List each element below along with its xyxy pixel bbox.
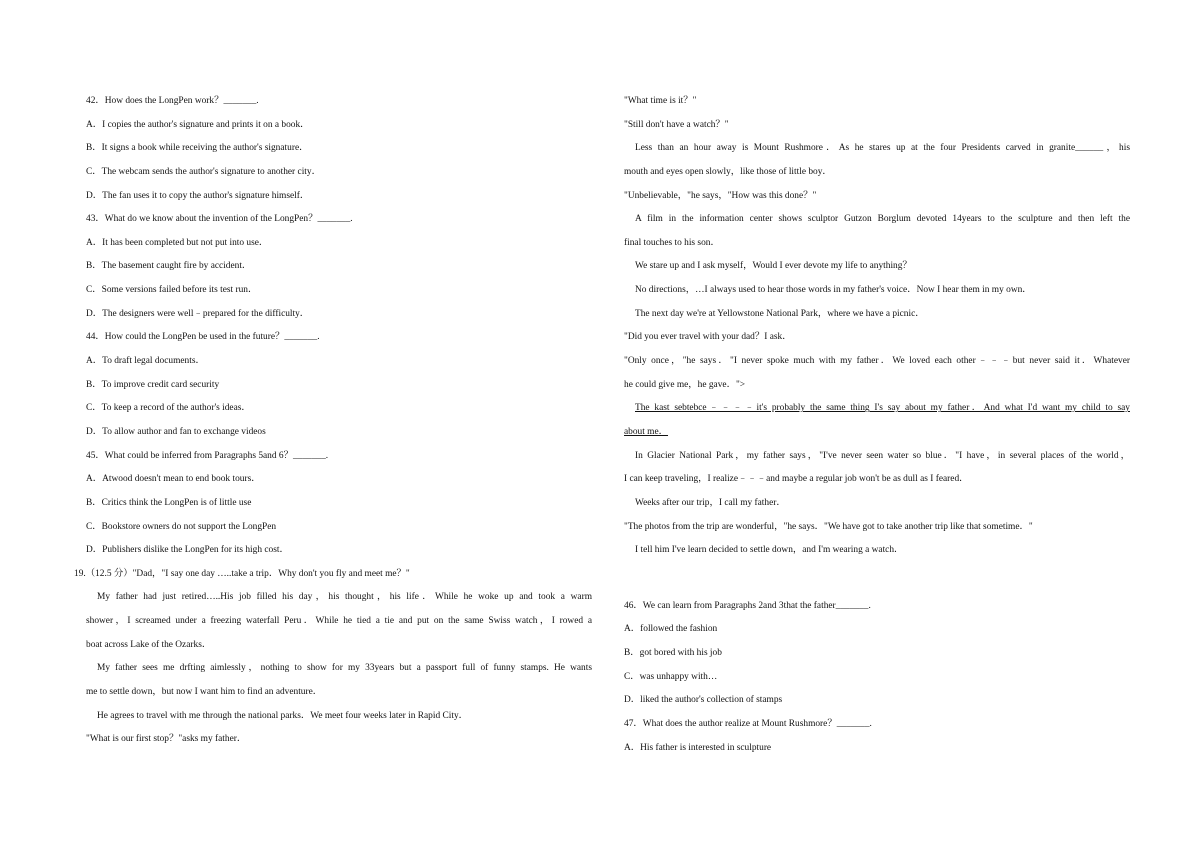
passage-line: I tell him I've learn decided to settle down，and I'm wearing a watch． — [635, 545, 904, 556]
underlined-sentence-end — [624, 421, 1130, 445]
option-45a: A．Atwood doesn't mean to end book tours． — [86, 474, 261, 485]
option-42c: C．The webcam sends the author's signature to another city． — [86, 166, 321, 177]
passage-line: "Still don't have a watch？" — [624, 119, 729, 130]
question-46: 46．We can learn from Paragraphs 2and 3that the father_______. — [624, 600, 871, 611]
passage-line: Less than an hour away is Mount Rushmore．As he stares up at the four Presidents carved in granite______，his — [635, 143, 1130, 154]
option-46c: C．was unhappy with… — [624, 671, 718, 682]
passage-line: We stare up and I ask myself，Would I ever devote my life to anything？ — [635, 261, 912, 272]
option-42d: D．The fan uses it to copy the author's signature himself． — [86, 190, 310, 201]
passage-line: shower，I screamed under a freezing waterfall Peru．While he tied a tie and put on the same Swiss watch，I rowed a — [86, 616, 592, 627]
option-45c: C．Bookstore owners do not support the LongPen — [86, 521, 277, 532]
passage-line: boat across Lake of the Ozarks． — [86, 639, 212, 650]
passage-line: A film in the information center shows sculptor Gutzon Borglum devoted 14years to the sculpture and then left the — [635, 214, 1130, 225]
passage-line: mouth and eyes open slowly，like those of little boy． — [624, 166, 832, 177]
option-44a: A．To draft legal documents． — [86, 356, 205, 367]
question-47: 47．What does the author realize at Mount Rushmore？_______. — [624, 719, 872, 730]
option-43a: A．It has been completed but not put into use． — [86, 237, 269, 248]
option-45b: B．Critics think the LongPen is of little use — [86, 497, 252, 508]
option-46d: D．liked the author's collection of stamps — [624, 695, 783, 706]
right-column — [624, 90, 1130, 760]
option-43b: B．The basement caught fire by accident． — [86, 261, 252, 272]
question-43: 43．What do we know about the invention of the LongPen？_______. — [86, 214, 353, 225]
question-19-header: 19.（12.5 分）"Dad，"I say one day …..take a trip．Why don't you fly and meet me？" — [74, 568, 410, 579]
option-45d: D．Publishers dislike the LongPen for its high cost． — [86, 545, 289, 556]
option-44d: D．To allow author and fan to exchange videos — [86, 426, 266, 437]
passage-line: He agrees to travel with me through the national parks．We meet four weeks later in Rapid City． — [97, 710, 469, 721]
option-43d: D．The designers were well﹣prepared for the difficulty． — [86, 308, 310, 319]
passage-line: he could give me，he gave．"> — [624, 379, 746, 390]
passage-line: "What time is it？" — [624, 96, 697, 106]
passage-line: "Unbelievable，"he says，"How was this done？" — [624, 190, 817, 201]
option-43c: C．Some versions failed before its test run． — [86, 285, 258, 296]
passage-line: My father had just retired…..His job filled his day，his thought，his life．While he woke up and took a warm — [97, 592, 592, 603]
spacer — [624, 563, 1130, 595]
option-46a: A．followed the fashion — [624, 624, 718, 635]
passage-line: In Glacier National Park，my father says，"I've never seen water so blue．"I have，in several places of the world， — [635, 450, 1130, 461]
passage-line: "What is our first stop？"asks my father． — [86, 734, 247, 745]
question-44: 44．How could the LongPen be used in the future？_______. — [86, 332, 320, 343]
left-column — [74, 90, 592, 752]
option-47a: A．His father is interested in sculpture — [624, 742, 772, 753]
passage-line: Weeks after our trip，I call my father． — [635, 497, 786, 508]
passage-line: My father sees me drfting aimlessly，nothing to show for my 33years but a passport full of funny stamps. He wants — [97, 663, 592, 674]
option-46b: B．got bored with his job — [624, 648, 722, 659]
passage-line: The next day we're at Yellowstone National Park，where we have a picnic． — [635, 308, 925, 319]
option-42b: B．It signs a book while receiving the author's signature． — [86, 143, 309, 154]
question-45: 45．What could be inferred from Paragraphs 5and 6？_______. — [86, 450, 329, 461]
option-42a: A．I copies the author's signature and prints it on a book． — [86, 119, 310, 130]
question-42: 42．How does the LongPen work？_______. — [86, 96, 259, 106]
option-44b: B．To improve credit card security — [86, 379, 220, 390]
passage-line: "The photos from the trip are wonderful，"he says．"We have got to take another trip like that sometime．" — [624, 521, 1033, 532]
underlined-text: about me． — [624, 426, 669, 437]
underlined-sentence: The kast sebtebce﹣﹣﹣﹣it's probably the same thing I's say about my father．And what I'd want my child to say — [635, 403, 1130, 414]
passage-line: final touches to his son． — [624, 237, 720, 248]
passage-line: No directions，…I always used to hear those words in my father's voice．Now I hear them in my own． — [635, 285, 1032, 296]
passage-line: me to settle down，but now I want him to find an adventure． — [86, 687, 323, 698]
option-44c: C．To keep a record of the author's ideas． — [86, 403, 251, 414]
passage-line: I can keep traveling，I realize﹣﹣﹣and maybe a regular job won't be as dull as I feared． — [624, 474, 969, 485]
passage-line: "Did you ever travel with your dad？I ask． — [624, 332, 792, 343]
passage-line: "Only once，"he says．"I never spoke much with my father．We loved each other﹣﹣﹣but never said it．Whatever — [624, 356, 1130, 367]
